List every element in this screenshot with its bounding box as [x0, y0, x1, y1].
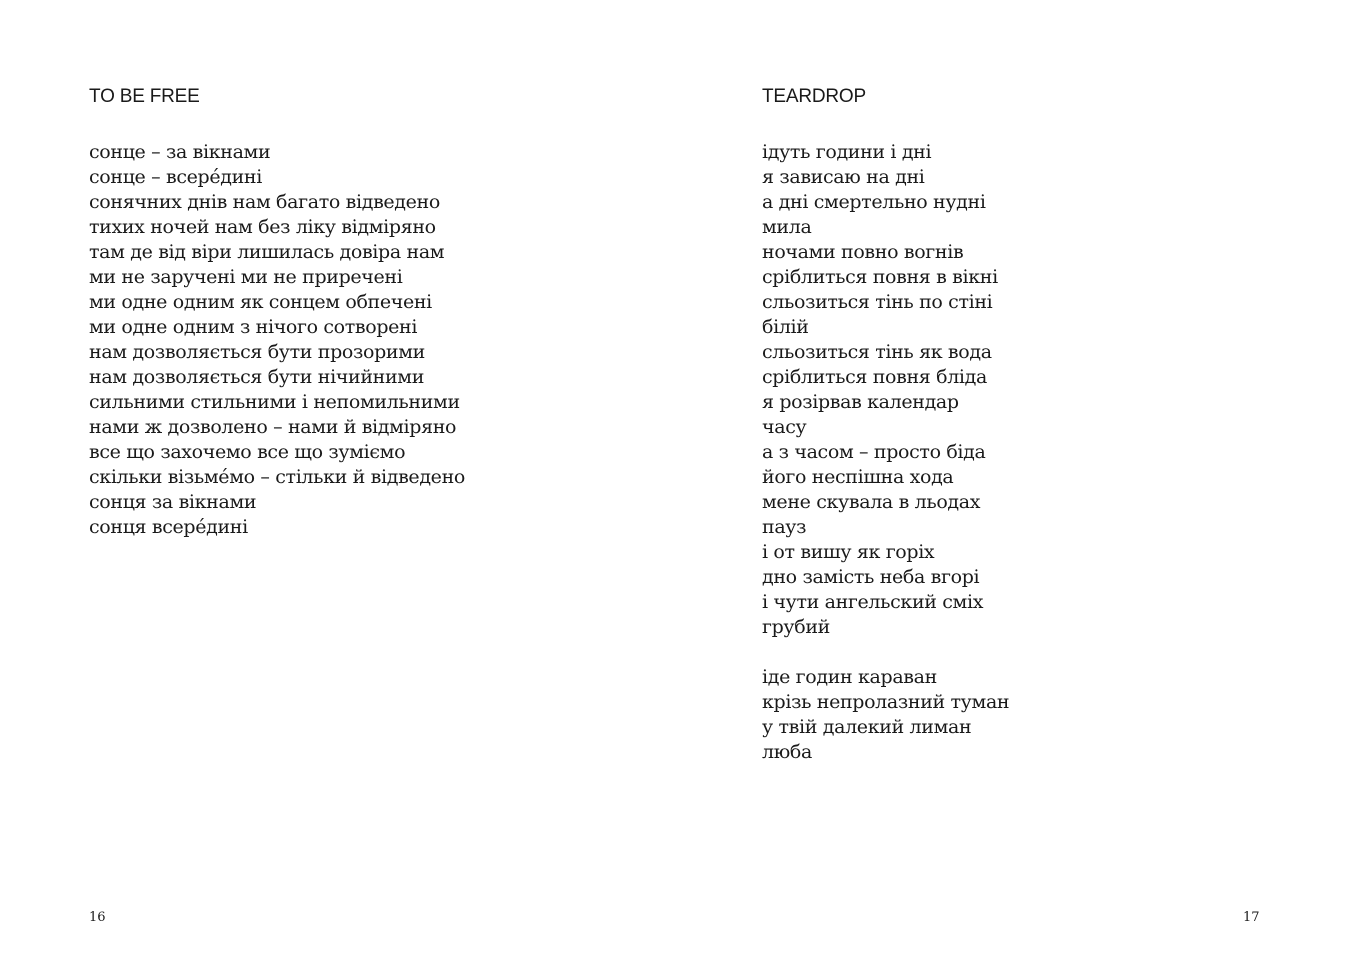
verse-line: мене скувала в льодах	[762, 491, 981, 513]
verse-line: грубий	[762, 616, 830, 638]
verse-line: а з часом – просто біда	[762, 441, 986, 463]
verse-line: а дні смертельно нудні	[762, 191, 986, 213]
verse-line: і чути ангельский сміх	[762, 591, 984, 613]
verse-line: сльозиться тінь як вода	[762, 341, 992, 363]
stanza	[762, 140, 1009, 640]
verse-line: нам дозволяється бути прозорими	[89, 341, 425, 363]
verse-line: сонце – за вікнами	[89, 141, 271, 163]
verse-line: у твій далекий лиман	[762, 716, 972, 738]
right-page	[673, 0, 1347, 969]
poem-title: TEARDROP	[762, 86, 866, 107]
verse-line: нами ж дозволено – нами й відміряно	[89, 416, 457, 438]
verse-line: ночами повно вогнів	[762, 241, 964, 263]
verse-line: сильними стильними і непомильними	[89, 391, 460, 413]
verse-line: сріблиться повня в вікні	[762, 266, 998, 288]
verse-line: тихих ночей нам без ліку відміряно	[89, 216, 436, 238]
verse-line: ідуть години і дні	[762, 141, 932, 163]
verse-line: ми одне одним як сонцем обпечені	[89, 291, 432, 313]
verse-line: я зависаю на дні	[762, 166, 925, 188]
verse-line: я розірвав календар	[762, 391, 959, 413]
verse-line: нам дозволяється бути нічийними	[89, 366, 425, 388]
verse-line: сонця за вікнами	[89, 491, 257, 513]
page-number: 17	[1243, 910, 1260, 925]
stanza	[762, 665, 1009, 765]
verse-line: там де від віри лишилась довіра нам	[89, 241, 445, 263]
stanza	[89, 140, 465, 540]
verse-line: ми одне одним з нічого сотворені	[89, 316, 418, 338]
left-page	[0, 0, 673, 969]
verse-line: сльозиться тінь по стіні	[762, 291, 993, 313]
verse-line: крізь непролазний туман	[762, 691, 1010, 713]
verse-line: іде годин караван	[762, 666, 937, 688]
verse-line: мила	[762, 216, 812, 238]
verse-line: і от вишу як горіх	[762, 541, 935, 563]
verse-line: сонце – всере́дині	[89, 166, 262, 188]
verse-line: білій	[762, 316, 809, 338]
verse-line: його неспішна хода	[762, 466, 954, 488]
verse-line: сонячних днів нам багато відведено	[89, 191, 440, 213]
poem-body	[762, 140, 1009, 790]
verse-line: сонця всере́дині	[89, 516, 248, 538]
verse-line: пауз	[762, 516, 807, 538]
verse-line: скільки візьме́мо – стільки й відведено	[89, 466, 465, 488]
verse-line: ми не заручені ми не приречені	[89, 266, 403, 288]
verse-line: сріблиться повня бліда	[762, 366, 987, 388]
poem-body	[89, 140, 465, 565]
verse-line: люба	[762, 741, 812, 763]
verse-line: дно замість неба вгорі	[762, 566, 980, 588]
poem-title: TO BE FREE	[89, 86, 200, 107]
verse-line: все що захочемо все що зуміємо	[89, 441, 406, 463]
page-number: 16	[89, 910, 106, 925]
verse-line: часу	[762, 416, 807, 438]
